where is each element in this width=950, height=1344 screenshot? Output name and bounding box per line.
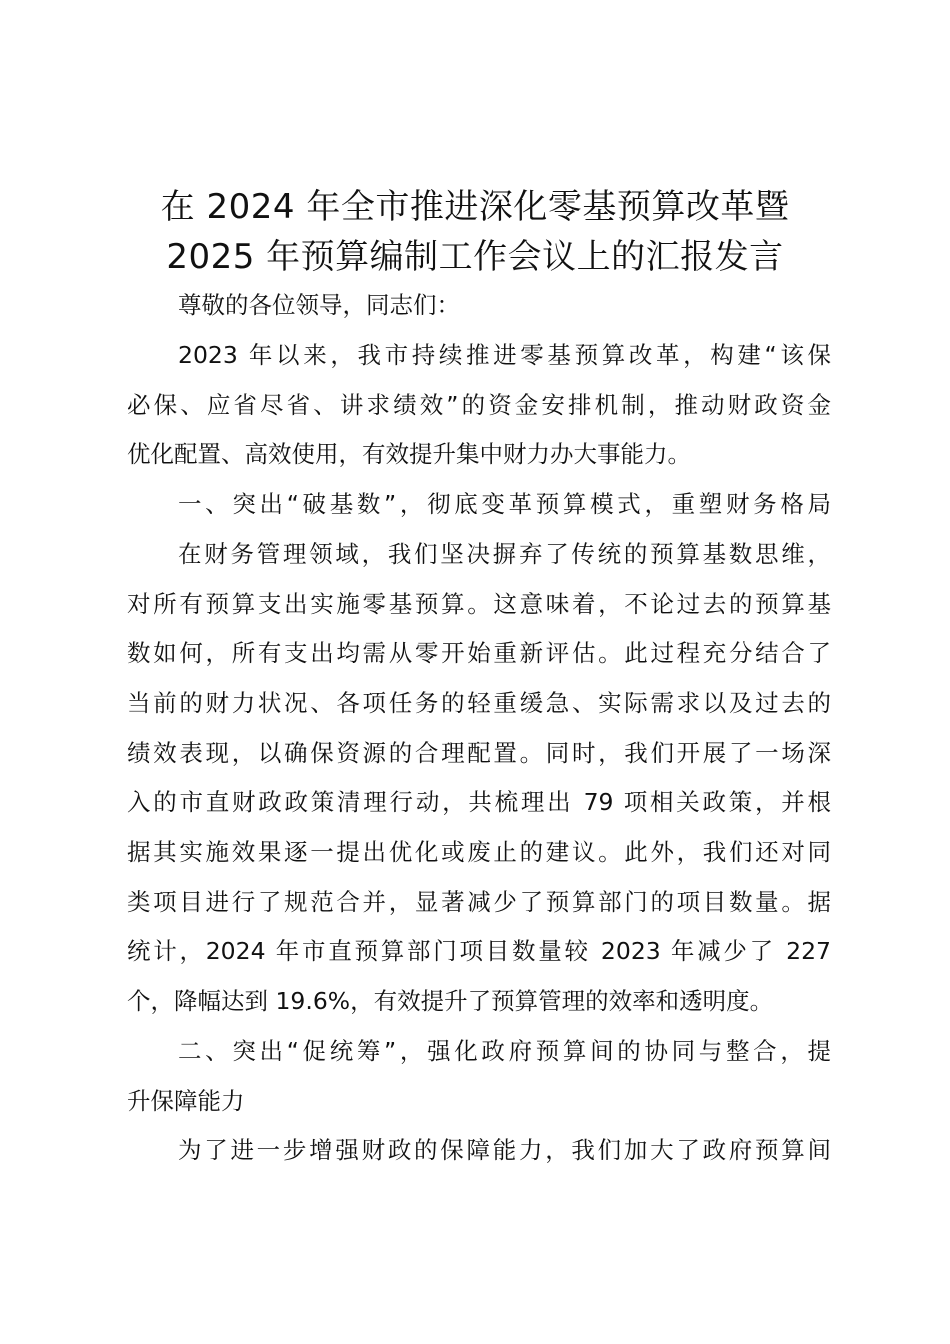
document-title-line-2: 2025 年预算编制工作会议上的汇报发言 (166, 237, 784, 277)
body-line: 在财务管理领域，我们坚决摒弃了传统的预算基数思维， (178, 540, 831, 568)
body-line: 绩效表现，以确保资源的合理配置。同时，我们开展了一场深 (127, 739, 831, 767)
document-title-line-1: 在 2024 年全市推进深化零基预算改革暨 (160, 187, 790, 227)
section-1-heading: 一、突出“破基数”，彻底变革预算模式，重塑财务格局 (178, 490, 831, 518)
intro-line: 必保、应省尽省、讲求绩效”的资金安排机制，推动财政资金 (127, 391, 831, 419)
body-line: 统计，2024 年市直预算部门项目数量较 2023 年减少了 227 (127, 937, 831, 965)
intro-line: 优化配置、高效使用，有效提升集中财力办大事能力。 (127, 440, 691, 468)
body-line: 当前的财力状况、各项任务的轻重缓急、实际需求以及过去的 (127, 689, 831, 717)
salutation: 尊敬的各位领导，同志们： (178, 291, 460, 319)
intro-line: 2023 年以来，我市持续推进零基预算改革，构建“该保 (178, 341, 831, 369)
section-2-heading: 二、突出“促统筹”，强化政府预算间的协同与整合，提 (178, 1037, 831, 1065)
body-line: 对所有预算支出实施零基预算。这意味着，不论过去的预算基 (127, 590, 831, 618)
body-line: 入的市直财政政策清理行动，共梳理出 79 项相关政策，并根 (127, 788, 831, 816)
body-line: 个，降幅达到 19.6%，有效提升了预算管理的效率和透明度。 (127, 987, 774, 1015)
section-2-heading: 升保障能力 (127, 1087, 245, 1115)
body-line: 数如何，所有支出均需从零开始重新评估。此过程充分结合了 (127, 639, 831, 667)
body-line: 据其实施效果逐一提出优化或废止的建议。此外，我们还对同 (127, 838, 831, 866)
body-line: 为了进一步增强财政的保障能力，我们加大了政府预算间 (178, 1136, 831, 1164)
body-line: 类项目进行了规范合并，显著减少了预算部门的项目数量。据 (127, 888, 831, 916)
